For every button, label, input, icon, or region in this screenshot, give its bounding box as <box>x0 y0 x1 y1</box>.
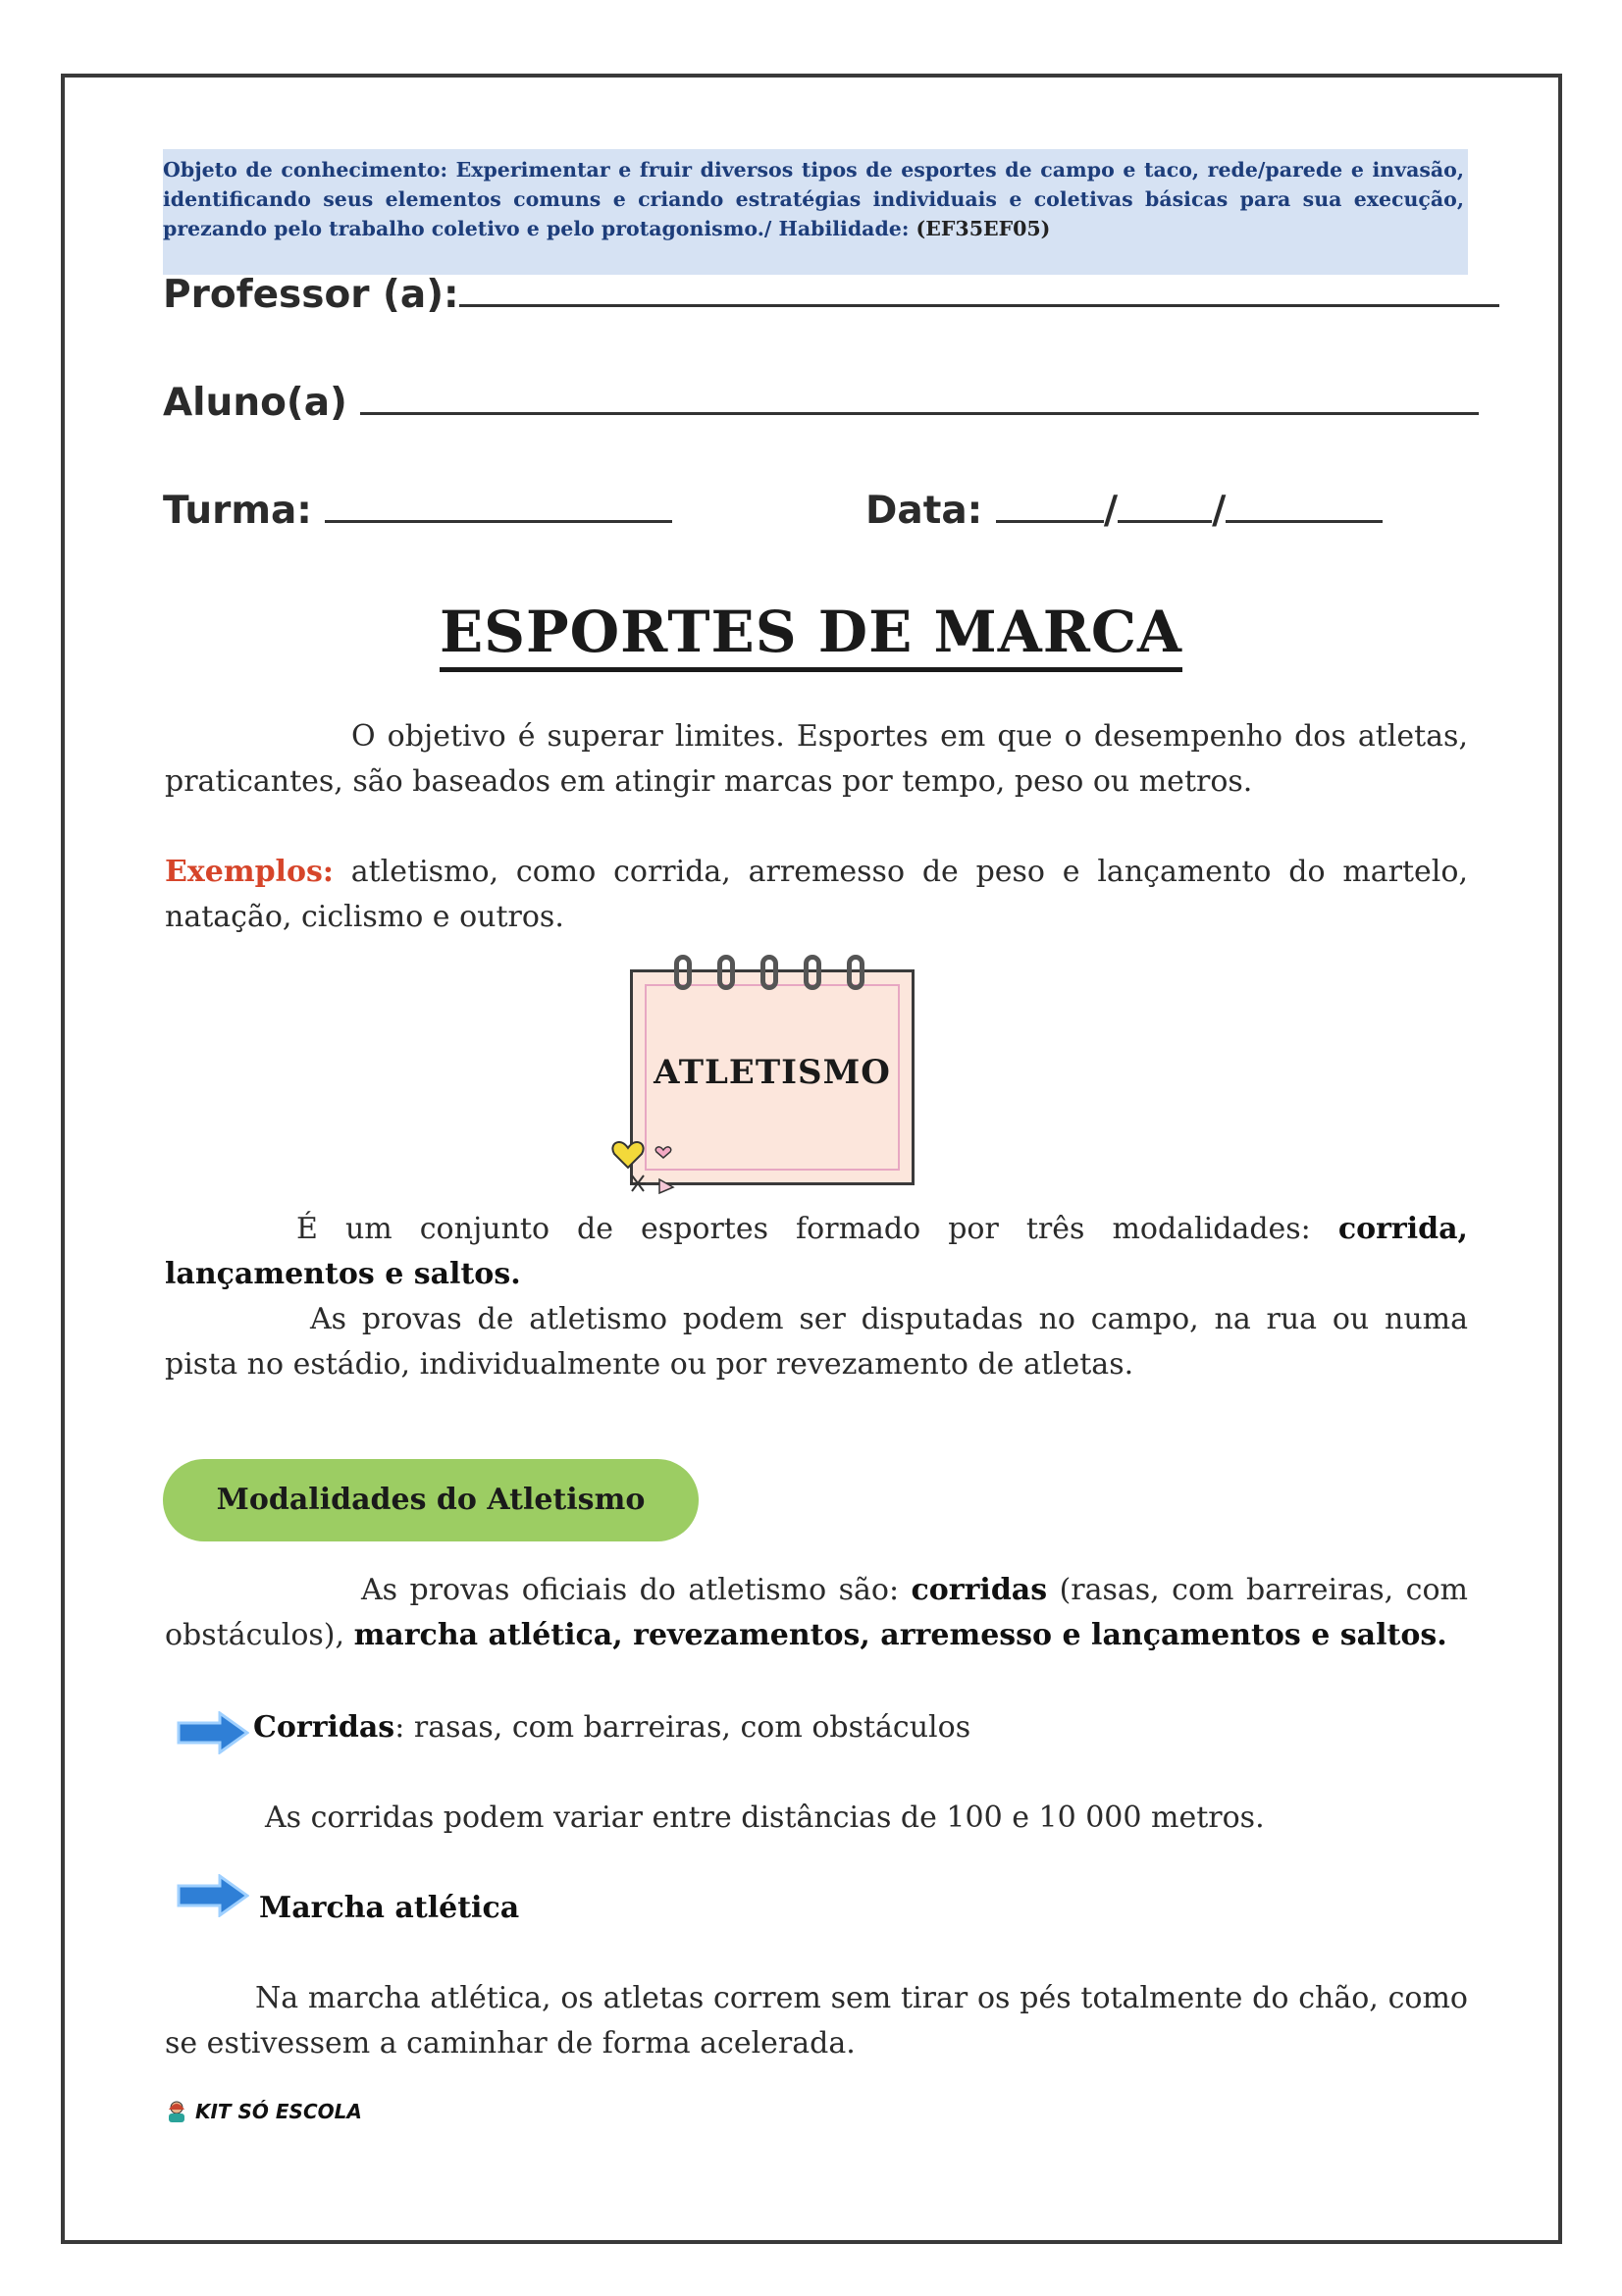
provas-text-2: (rasas, com barreiras, com obstáculos), <box>165 1573 1468 1652</box>
objective-box <box>163 149 1468 275</box>
atletismo-paragraph-1 <box>165 1207 1468 1297</box>
note-label: ATLETISMO <box>654 1053 891 1092</box>
atletismo-p1-text: É um conjunto de esportes formado por três modalidades: <box>296 1212 1338 1246</box>
corridas-detail: As corridas podem variar entre distâncias de 100 e 10 000 metros. <box>265 1800 1265 1835</box>
provas-text-1: As provas oficiais do atletismo são: <box>361 1573 912 1607</box>
page-title <box>0 599 1622 665</box>
note-ring-icon <box>847 955 864 990</box>
examples-paragraph <box>165 850 1468 940</box>
atletismo-p1-bold: corrida, lançamentos e saltos. <box>165 1212 1468 1291</box>
data-month-line[interactable] <box>1118 520 1212 523</box>
professor-label: Professor (a): <box>163 273 459 317</box>
marcha-detail: Na marcha atlética, os atletas correm sem tirar os pés totalmente do chão, como se estivessem a caminhar de forma acelerada. <box>165 1981 1468 2061</box>
note-ring-icon <box>717 955 735 990</box>
brand-logo-text: KIT SÓ ESCOLA <box>194 2100 362 2123</box>
data-year-line[interactable] <box>1226 520 1383 523</box>
turma-field <box>163 489 672 533</box>
professor-line[interactable] <box>459 304 1499 307</box>
data-separator-2: / <box>1212 489 1227 533</box>
data-field <box>865 489 1383 533</box>
aluno-label: Aluno(a) <box>163 381 347 425</box>
hearts-decoration-icon <box>608 1136 687 1197</box>
examples-text: atletismo, como corrida, arremesso de peso e lançamento do martelo, natação, ciclismo e outros. <box>165 855 1468 934</box>
note-ring-icon <box>760 955 778 990</box>
arrow-right-icon <box>177 1711 249 1754</box>
data-day-line[interactable] <box>996 520 1104 523</box>
corridas-label: Corridas <box>253 1710 395 1745</box>
provas-bold-2: marcha atlética, revezamentos, arremesso e lançamentos e saltos. <box>353 1618 1447 1652</box>
page-title-text: ESPORTES DE MARCA <box>440 599 1182 672</box>
aluno-field <box>163 381 1479 425</box>
note-ring-icon <box>804 955 821 990</box>
note-ring-icon <box>674 955 692 990</box>
provas-paragraph <box>165 1568 1468 1658</box>
turma-label: Turma: <box>163 489 312 533</box>
school-kid-icon <box>165 2100 188 2123</box>
turma-line[interactable] <box>325 520 672 523</box>
skill-code: (EF35EF05) <box>916 217 1051 240</box>
objective-text: Objeto de conhecimento: Experimentar e fruir diversos tipos de esportes de campo e taco, rede/parede e invasão, identificando seus elementos comuns e criando estratégias individuais e coletivas básicas para sua execução, prezando pelo trabalho coletivo e pelo protagonismo./ Habilidade: <box>163 158 1464 240</box>
examples-label: Exemplos: <box>165 855 334 889</box>
atletismo-paragraph-2: As provas de atletismo podem ser disputadas no campo, na rua ou numa pista no estádio, individualmente ou por revezamento de atletas. <box>165 1302 1468 1382</box>
corridas-line <box>253 1705 1431 1750</box>
modalidades-heading: Modalidades do Atletismo <box>163 1459 699 1541</box>
data-separator-1: / <box>1103 489 1119 533</box>
intro-paragraph: O objetivo é superar limites. Esportes em que o desempenho dos atletas, praticantes, são baseados em atingir marcas por tempo, peso ou metros. <box>165 719 1468 799</box>
aluno-line[interactable] <box>360 412 1479 415</box>
corridas-text: : rasas, com barreiras, com obstáculos <box>394 1710 971 1745</box>
provas-bold-1: corridas <box>911 1573 1048 1607</box>
brand-logo <box>165 2100 362 2123</box>
arrow-right-icon <box>177 1874 249 1917</box>
marcha-label: Marcha atlética <box>259 1891 520 1925</box>
data-label: Data: <box>865 489 983 533</box>
professor-field <box>163 273 1499 317</box>
marcha-line <box>259 1886 1437 1931</box>
